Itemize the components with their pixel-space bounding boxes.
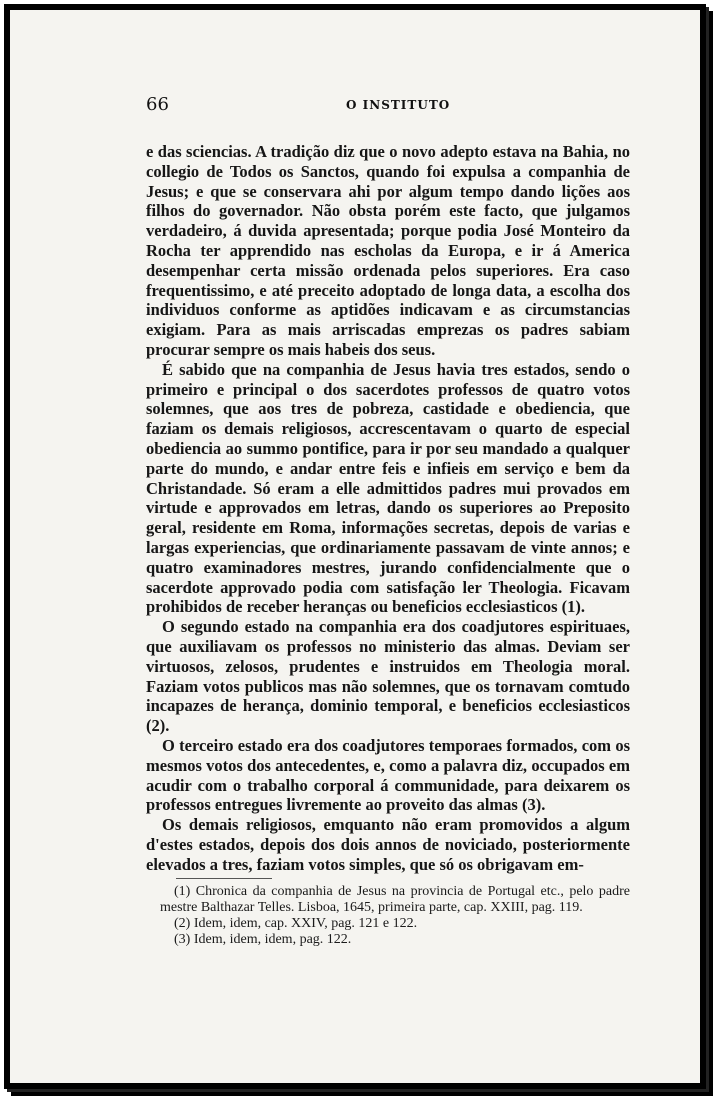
paragraph-4: O terceiro estado era dos coadjutores temporaes formados, com os mesmos votos dos antecedentes, e, como a palavra diz, occupados em acudir com o trabalho corporal á communidade, para deixarem os professos entregues livremente ao proveito das almas (3). xyxy=(146,735,630,815)
footnotes xyxy=(160,884,630,948)
body-text xyxy=(146,142,630,874)
paragraph-1: e das sciencias. A tradição diz que o novo adepto estava na Bahia, no collegio de Todos os Sanctos, quando foi expulsa a companhia de Jesus; e que se conservara ahi por algum tempo dando lições aos filhos do governador. Não obsta porém este facto, que julgamos verdadeiro, á duvida apresentada; porque podia José Monteiro da Rocha ter apprendido nas escholas da Europa, e ir á America desempenhar certa missão ordenada pelos superiores. Era caso frequentissimo, e até preceito adoptado de longa data, a escolha dos individuos conforme as aptidões indicavam e as circumstancias exigiam. Para as mais arriscadas emprezas os padres sabiam procurar sempre os mais habeis dos seus. xyxy=(146,142,630,359)
paragraph-3: O segundo estado na companhia era dos coadjutores espirituaes, que auxiliavam os professos no ministerio das almas. Deviam ser virtuosos, zelosos, prudentes e instruidos em Theologia moral. Faziam votos publicos mas não solemnes, que os tornavam comtudo incapazes de herança, dominio temporal, e beneficios ecclesiasticos (2). xyxy=(146,617,630,736)
running-title: O INSTITUTO xyxy=(346,98,451,112)
page-header xyxy=(146,94,626,118)
footnote-3: (3) Idem, idem, idem, pag. 122. xyxy=(174,932,352,947)
paragraph-2: É sabido que na companhia de Jesus havia tres estados, sendo o primeiro e principal o dos sacerdotes professos de quatro votos solemnes, que aos tres de pobreza, castidade e obediencia, que faziam os demais religiosos, accrescentavam o quarto de especial obediencia ao summo pontifice, para ir por seu mandado a qualquer parte do mundo, e andar entre feis e infieis em serviço e bem da Christandade. Só eram a elle admittidos padres mui provados em virtude e approvados em letras, dando os superiores ao Preposito geral, residente em Roma, informações secretas, depois de varias e largas experiencias, que ordinariamente passavam de vinte annos; e quatro examinadores mestres, jurando confidencialmente que o sacerdote approvado podia com satisfação ler Theologia. Ficavam prohibidos de receber heranças ou beneficios ecclesiasticos (1). xyxy=(146,359,630,617)
paragraph-5: Os demais religiosos, emquanto não eram promovidos a algum d'estes estados, depois dos dois annos de noviciado, posteriormente elevados a tres, faziam votos simples, que só os obrigavam em- xyxy=(146,815,630,874)
footnote-1: (1) Chronica da companhia de Jesus na provincia de Portugal etc., pelo padre mestre Balthazar Telles. Lisboa, 1645, primeira parte, cap. XXIII, pag. 119. xyxy=(160,884,630,915)
footnote-divider xyxy=(176,878,272,879)
footnote-2: (2) Idem, idem, cap. XXIV, pag. 121 e 122. xyxy=(174,916,418,931)
page-number: 66 xyxy=(146,94,169,115)
